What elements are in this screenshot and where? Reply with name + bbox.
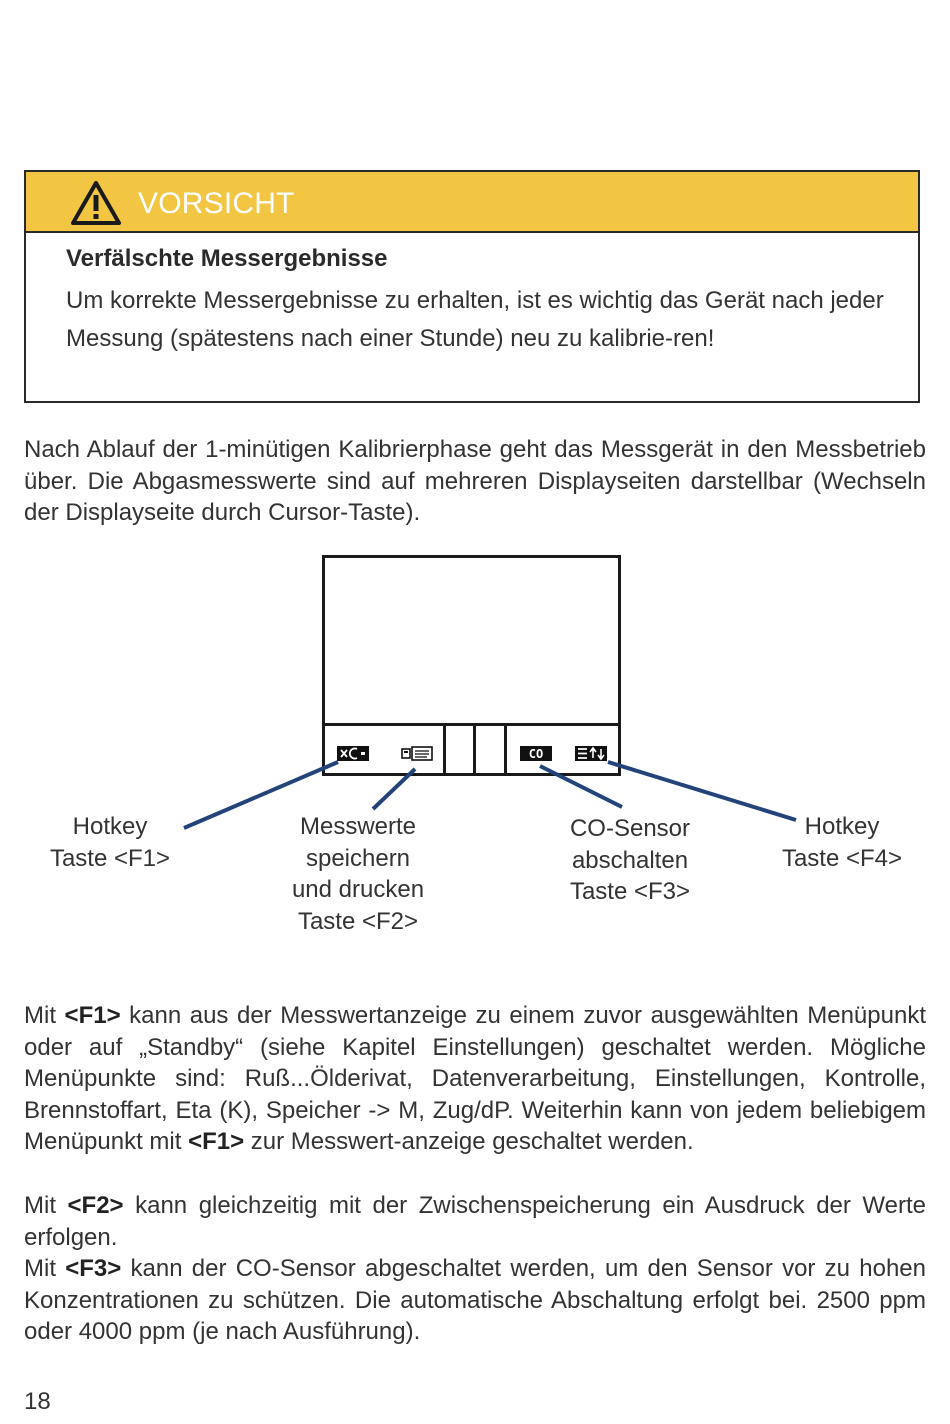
f3-key: <F3> xyxy=(65,1255,122,1282)
co-icon-text: CO xyxy=(528,747,544,761)
f3-paragraph xyxy=(24,1253,926,1348)
f2-text: Mit xyxy=(24,1192,68,1219)
label-f2-line: Taste <F2> xyxy=(297,907,419,935)
f2-paragraph xyxy=(24,1190,926,1253)
f3-text: kann der CO-Sensor abgeschaltet werden, um den Sensor vor zu hohen Konzentrationen zu schützen. Die automatische Abschaltung erfolgt bei. 2500 ppm oder 4000 ppm (je nach Ausführung). xyxy=(24,1255,926,1345)
label-f1-line: Taste <F1> xyxy=(49,844,171,872)
label-f4-line: Taste <F4> xyxy=(781,844,903,872)
label-f4-line: Hotkey xyxy=(804,813,880,840)
label-f1 xyxy=(30,811,190,874)
label-f3-line: CO-Sensor xyxy=(569,815,691,842)
f1-key: <F1> xyxy=(188,1128,245,1155)
warning-triangle-icon xyxy=(70,180,122,226)
label-f3 xyxy=(540,813,720,908)
label-f2-line: und drucken xyxy=(291,876,425,903)
f1-text: zur Messwert-anzeige geschaltet werden. xyxy=(244,1128,694,1155)
f1-key: <F1> xyxy=(64,1002,121,1029)
label-f3-line: abschalten xyxy=(571,846,689,874)
label-f2-line: speichern xyxy=(305,844,411,872)
f1-text: kann aus der Messwertanzeige zu einem zuvor ausgewählten Menüpunkt oder auf „Standby“ (siehe Kapitel Einstellungen) geschaltet werden. Mögliche Menüpunkte sind: Ruß...Ölderivat, Datenverarbeitung, Einstellungen, Kontrolle, Brennstoffart, Eta (K), Speicher -> M, Zug/dP. Weiterhin kann von jedem beliebigem Menüpunkt mit xyxy=(24,1002,926,1155)
label-f4 xyxy=(762,811,922,874)
caution-text: Um korrekte Messergebnisse zu erhalten, ist es wichtig das Gerät nach jeder Messung (spätestens nach einer Stunde) neu zu kalibrie-ren! xyxy=(66,287,884,352)
f1-text: Mit xyxy=(24,1002,65,1029)
f3-text: Mit xyxy=(24,1255,66,1282)
label-f1-line: Hotkey xyxy=(72,813,148,840)
f2-key: <F2> xyxy=(67,1192,124,1219)
intro-paragraph: Nach Ablauf der 1-minütigen Kalibrierphase geht das Messgerät in den Messbetrieb über. Die Abgasmesswerte sind auf mehreren Displayseiten darstellbar (Wechseln der Displayseite durch Cursor-Taste). xyxy=(24,436,926,526)
caution-box xyxy=(24,170,920,403)
display-diagram xyxy=(0,540,950,960)
f1-paragraph xyxy=(24,1000,926,1158)
caution-label: VORSICHT xyxy=(138,187,295,220)
page-number: 18 xyxy=(24,1388,51,1415)
f2-text: kann gleichzeitig mit der Zwischenspeicherung ein Ausdruck der Werte erfolgen. xyxy=(24,1192,926,1251)
caution-heading: Verfälschte Messergebnisse xyxy=(66,245,388,272)
label-f2-line: Messwerte xyxy=(299,813,417,840)
caution-header xyxy=(26,172,918,233)
leader-lines xyxy=(0,540,950,960)
label-f2 xyxy=(268,811,448,937)
label-f3-line: Taste <F3> xyxy=(569,878,691,905)
leader-line-f2 xyxy=(373,769,415,809)
leader-line-f3 xyxy=(540,766,622,807)
